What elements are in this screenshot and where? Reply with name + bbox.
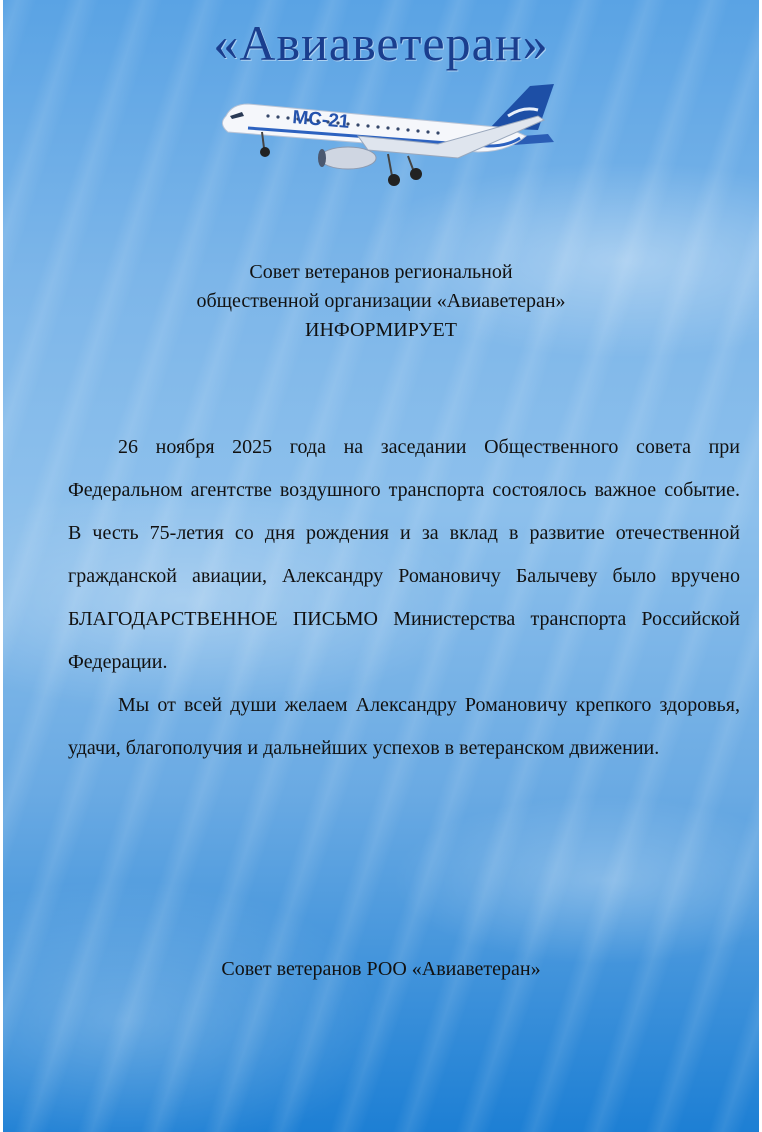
- logo-title: «Авиаветеран»: [213, 15, 549, 71]
- header-block: [3, 258, 759, 345]
- airplane-image: [208, 76, 560, 204]
- paragraph-1: 26 ноября 2025 года на заседании Общественного совета при Федеральном агентстве воздушного транспорта состоялось важное событие. В честь 75-летия со дня рождения и за вклад в развитие отечественной гражданской авиации, Александру Романовичу Балычеву было вручено БЛАГОДАРСТВЕННОЕ ПИСЬМО Министерства транспорта Российской Федерации.: [68, 436, 740, 673]
- engine-intake: [318, 149, 326, 167]
- header-line-3: ИНФОРМИРУЕТ: [305, 319, 457, 341]
- header-line-1: Совет ветеранов региональной: [249, 261, 513, 283]
- signature: Совет ветеранов РОО «Авиаветеран»: [221, 958, 541, 980]
- engine: [320, 147, 376, 169]
- paragraph-2: Мы от всей души желаем Александру Романовичу крепкого здоровья, удачи, благополучия и дальнейших успехов в ветеранском движении.: [68, 694, 740, 759]
- header-line-2: общественной организации «Авиаветеран»: [196, 290, 566, 312]
- fuselage-lettering: MC-21: [291, 107, 351, 133]
- announcement-body: [68, 426, 740, 770]
